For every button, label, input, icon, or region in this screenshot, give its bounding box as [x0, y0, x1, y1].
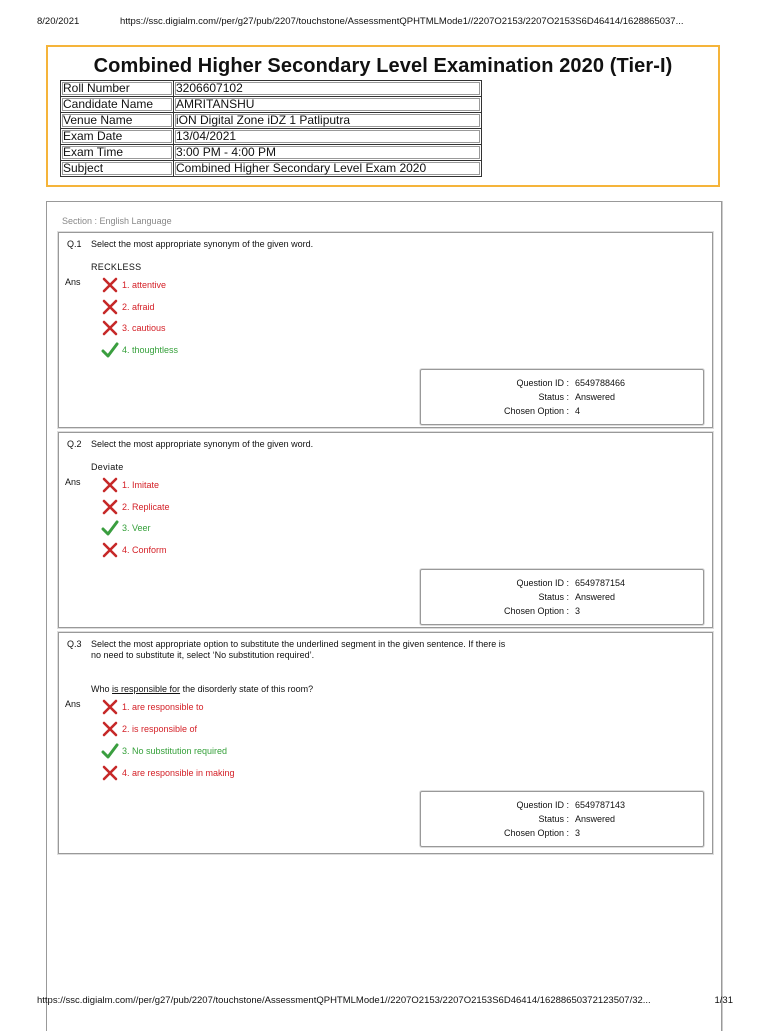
meta-label: Status : — [538, 814, 569, 824]
question-card-2 — [58, 432, 713, 628]
cross-icon — [101, 299, 119, 315]
option-label: 3. Veer — [122, 523, 151, 533]
cross-icon — [101, 499, 119, 515]
candidate-info-table — [60, 80, 482, 177]
question-text: Select the most appropriate option to substitute the underlined segment in the given sentence. If there is no need to substitute it, select ‘No substitution required’. — [91, 639, 506, 660]
info-label: Candidate Name — [61, 97, 174, 113]
question-stem — [91, 684, 313, 694]
option-4 — [101, 765, 235, 781]
info-row-roll-number — [61, 81, 482, 97]
cross-icon — [101, 477, 119, 493]
ans-label: Ans — [65, 699, 81, 709]
ans-label: Ans — [65, 477, 81, 487]
option-1 — [101, 277, 166, 293]
option-label: 4. are responsible in making — [122, 768, 235, 778]
cross-icon — [101, 542, 119, 558]
info-value: 3:00 PM - 4:00 PM — [174, 145, 482, 161]
question-card-3 — [58, 632, 713, 854]
option-1 — [101, 477, 159, 493]
info-label: Subject — [61, 161, 174, 177]
cross-icon — [101, 277, 119, 293]
option-label: 3. cautious — [122, 323, 166, 333]
check-icon — [101, 520, 119, 536]
check-icon — [101, 342, 119, 358]
info-row-candidate-name — [61, 97, 482, 113]
question-number: Q.3 — [67, 639, 82, 649]
info-label: Roll Number — [61, 81, 174, 97]
option-label: 1. are responsible to — [122, 702, 204, 712]
option-label: 3. No substitution required — [122, 746, 228, 756]
cross-icon — [101, 765, 119, 781]
cross-icon — [101, 699, 119, 715]
stem-after: the disorderly state of this room? — [180, 684, 314, 694]
info-value: iON Digital Zone iDZ 1 Patliputra — [174, 113, 482, 129]
meta-value: 4 — [575, 406, 581, 416]
option-4 — [101, 342, 178, 358]
cross-icon — [101, 721, 119, 737]
option-label: 2. Replicate — [122, 502, 170, 512]
option-label: 2. afraid — [122, 302, 155, 312]
question-meta-box — [420, 791, 704, 847]
meta-value: Answered — [575, 592, 616, 602]
info-value: 3206607102 — [174, 81, 482, 97]
cross-icon — [101, 320, 119, 336]
meta-value: 6549788466 — [575, 378, 626, 388]
info-label: Venue Name — [61, 113, 174, 129]
option-label: 1. Imitate — [122, 480, 160, 490]
meta-label: Status : — [538, 392, 569, 402]
meta-label: Status : — [538, 592, 569, 602]
print-date: 8/20/2021 — [37, 16, 80, 27]
meta-label: Chosen Option : — [503, 828, 569, 838]
question-stem: RECKLESS — [91, 262, 142, 272]
ans-label: Ans — [65, 277, 81, 287]
meta-label: Question ID : — [516, 578, 569, 588]
exam-title: Combined Higher Secondary Level Examination 2020 (Tier-I) — [93, 55, 673, 77]
info-label: Exam Date — [61, 129, 174, 145]
question-stem: Deviate — [91, 462, 124, 472]
option-label: 4. thoughtless — [122, 345, 179, 355]
question-card-1 — [58, 232, 713, 428]
question-text: Select the most appropriate synonym of the given word. — [91, 239, 314, 249]
option-2 — [101, 299, 155, 315]
info-label: Exam Time — [61, 145, 174, 161]
info-row-exam-date — [61, 129, 482, 145]
question-meta-box — [420, 369, 704, 425]
meta-value: 3 — [575, 606, 581, 616]
info-value: 13/04/2021 — [174, 129, 482, 145]
meta-value: Answered — [575, 392, 616, 402]
check-icon — [101, 743, 119, 759]
info-row-venue-name — [61, 113, 482, 129]
meta-value: Answered — [575, 814, 616, 824]
option-4 — [101, 542, 167, 558]
option-label: 4. Conform — [122, 545, 167, 555]
page-number: 1/31 — [714, 995, 733, 1006]
section-panel — [46, 201, 722, 1031]
info-value: Combined Higher Secondary Level Exam 2020 — [174, 161, 482, 177]
info-row-subject — [61, 161, 482, 177]
meta-value: 3 — [575, 828, 581, 838]
footer-url: https://ssc.digialm.com//per/g27/pub/2207/touchstone/AssessmentQPHTMLMode1//2207O2153/2207O2153S6D46414/16288650372123507/32... — [37, 995, 651, 1006]
meta-value: 6549787154 — [575, 578, 626, 588]
option-2 — [101, 499, 170, 515]
meta-label: Question ID : — [516, 378, 569, 388]
stem-before: Who — [91, 684, 113, 694]
info-row-exam-time — [61, 145, 482, 161]
print-url: https://ssc.digialm.com//per/g27/pub/2207/touchstone/AssessmentQPHTMLMode1//2207O2153/2207O2153S6D46414/1628865037... — [120, 16, 684, 27]
meta-label: Question ID : — [516, 800, 569, 810]
stem-underlined: is responsible for — [112, 684, 181, 694]
question-text: Select the most appropriate synonym of the given word. — [91, 439, 314, 449]
section-label: Section : English Language — [62, 216, 172, 226]
option-3 — [101, 320, 166, 336]
question-number: Q.2 — [67, 439, 82, 449]
option-1 — [101, 699, 204, 715]
question-meta-box — [420, 569, 704, 625]
option-2 — [101, 721, 197, 737]
option-label: 1. attentive — [122, 280, 167, 290]
option-3 — [101, 743, 227, 759]
info-value: AMRITANSHU — [174, 97, 482, 113]
option-label: 2. is responsible of — [122, 724, 198, 734]
meta-label: Chosen Option : — [503, 406, 569, 416]
meta-label: Chosen Option : — [503, 606, 569, 616]
option-3 — [101, 520, 151, 536]
meta-value: 6549787143 — [575, 800, 626, 810]
question-number: Q.1 — [67, 239, 82, 249]
candidate-details-box — [46, 45, 720, 187]
